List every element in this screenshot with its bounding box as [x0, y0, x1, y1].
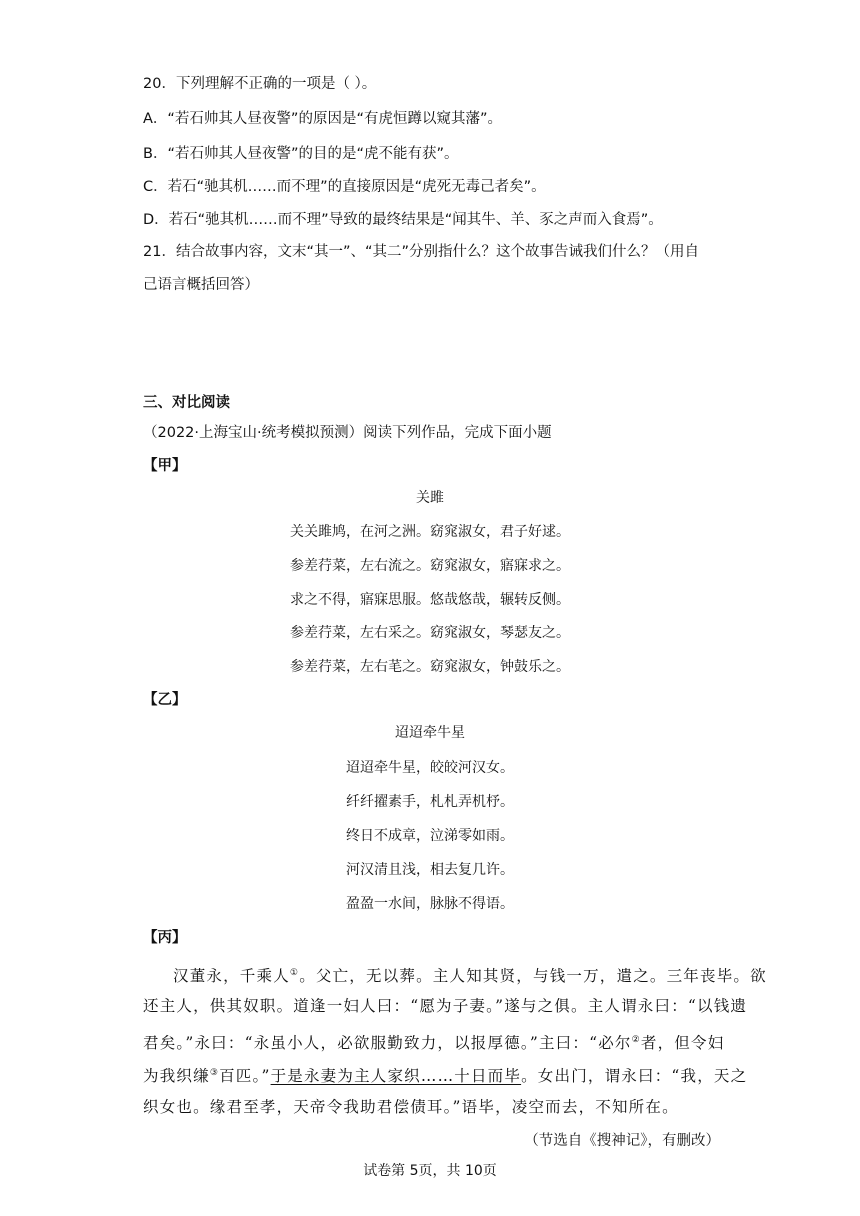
bing-text: 者，但令妇 [640, 1034, 725, 1052]
jia-line: 关关雎鸠，在河之洲。窈窕淑女，君子好逑。 [290, 524, 570, 540]
yi-title: 迢迢牵牛星 [395, 725, 465, 741]
bing-paragraph-line4 [143, 1062, 747, 1087]
bing-paragraph-line5: 织女也。缘君至孝，天帝令我助君偿债耳。”语毕，凌空而去，不知所在。 [143, 1098, 679, 1116]
section-heading: 三、对比阅读 [143, 395, 230, 411]
yi-line: 纤纤擢素手，札札弄机杼。 [346, 794, 514, 810]
bing-text: 汉董永，千乘人 [173, 967, 290, 985]
page-footer: 试卷第 5页，共 10页 [363, 1163, 497, 1179]
yi-line: 迢迢牵牛星，皎皎河汉女。 [346, 760, 514, 776]
jia-line: 参差荇菜，左右流之。窈窕淑女，寤寐求之。 [290, 558, 570, 574]
underlined-sentence: 于是永妻为主人家织……十日而毕 [270, 1067, 522, 1085]
yi-line: 盈盈一水间，脉脉不得语。 [346, 896, 514, 912]
bing-paragraph-line2: 还主人，供其奴职。道逢一妇人曰：“愿为子妻。”遂与之俱。主人谓永曰：“以钱遗 [143, 997, 748, 1015]
jia-tag: 【甲】 [143, 458, 187, 474]
yi-tag: 【乙】 [143, 692, 187, 708]
option-a: A．“若石帅其人昼夜警”的原因是“有虎恒蹲以窥其藩”。 [143, 111, 502, 127]
bing-text: 为我织缣 [143, 1067, 210, 1085]
bing-text: 君矣。”永曰：“永虽小人，必欲服勤致力，以报厚德。”主曰：“必尔 [143, 1034, 632, 1052]
bing-source: （节选自《搜神记》，有删改） [524, 1133, 720, 1149]
footnote-mark: ② [631, 1035, 641, 1045]
section-source: （2022·上海宝山·统考模拟预测）阅读下列作品，完成下面小题 [143, 425, 552, 441]
question-21-line1: 21．结合故事内容，文末“其一”、“其二”分别指什么？这个故事告诫我们什么？（用自 [143, 244, 699, 260]
footnote-mark: ① [289, 968, 300, 978]
yi-line: 终日不成章，泣涕零如雨。 [346, 828, 514, 844]
jia-line: 参差荇菜，左右采之。窈窕淑女，琴瑟友之。 [290, 625, 570, 641]
question-21-line2: 己语言概括回答） [143, 277, 259, 293]
yi-line: 河汉清且浅，相去复几许。 [346, 862, 514, 878]
jia-line: 求之不得，寤寐思服。悠哉悠哉，辗转反侧。 [290, 592, 570, 608]
bing-text: 。父亡，无以葬。主人知其贤，与钱一万，遣之。三年丧毕。欲 [299, 967, 767, 985]
bing-paragraph-line3 [143, 1029, 724, 1054]
option-d: D．若石“驰其机……而不理”导致的最终结果是“闻其牛、羊、豕之声而入食焉”。 [143, 212, 663, 228]
jia-title: 关雎 [416, 490, 444, 506]
bing-tag: 【丙】 [143, 930, 187, 946]
jia-line: 参差荇菜，左右芼之。窈窕淑女，钟鼓乐之。 [290, 659, 570, 675]
question-20: 20．下列理解不正确的一项是（ ）。 [143, 76, 377, 92]
option-b: B．“若石帅其人昼夜警”的目的是“虎不能有获”。 [143, 146, 459, 162]
bing-paragraph-line1 [173, 962, 767, 987]
bing-text: 百匹。” [219, 1067, 271, 1085]
option-c: C．若石“驰其机……而不理”的直接原因是“虎死无毒己者矣”。 [143, 179, 546, 195]
bing-text: 。女出门，谓永曰：“我，天之 [521, 1067, 748, 1085]
footnote-mark: ③ [209, 1068, 220, 1078]
